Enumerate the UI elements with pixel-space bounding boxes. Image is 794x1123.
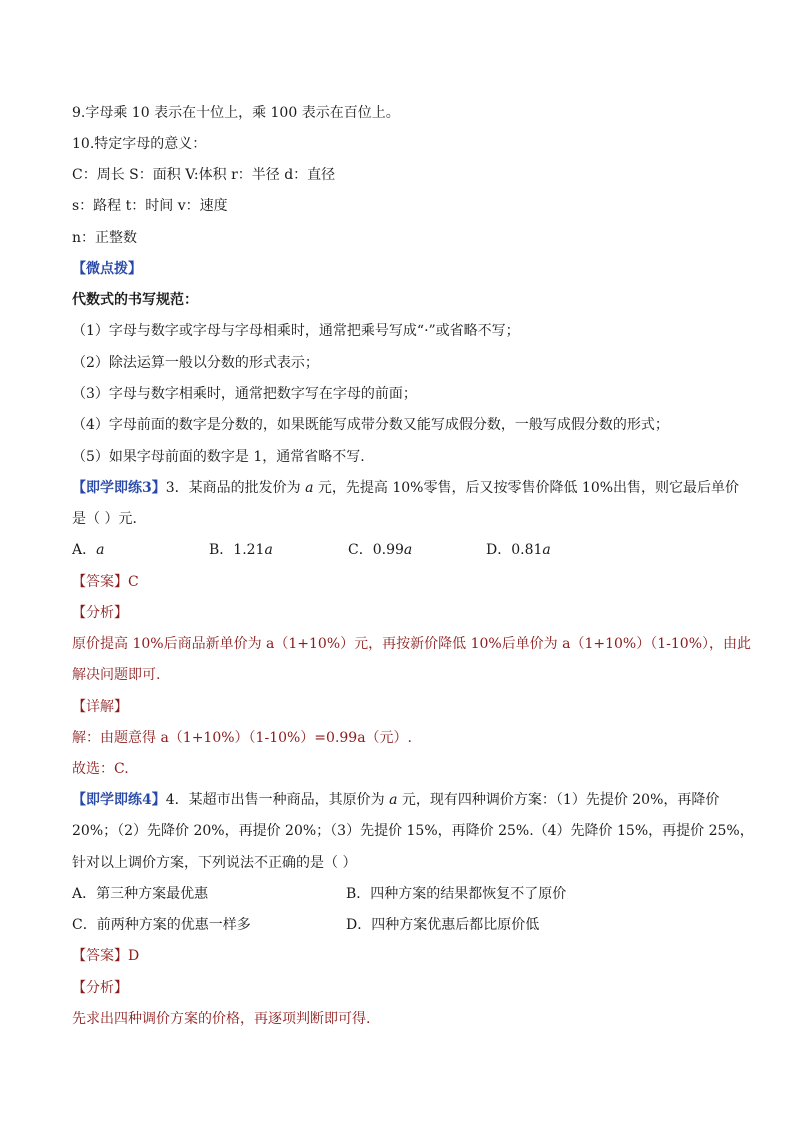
q3-detail-line-1: 解：由题意得 a（1+10%）（1-10%）=0.99a（元）. bbox=[72, 730, 413, 746]
note-10: 10.特定字母的意义： bbox=[72, 136, 207, 152]
q3-option-c-label: C．0.99 bbox=[348, 542, 404, 558]
tip-rule-5: （5）如果字母前面的数字是 1，通常省略不写. bbox=[72, 449, 365, 465]
q4-stem-line-3: 针对以上调价方案，下列说法不正确的是（ ） bbox=[72, 855, 357, 871]
q3-option-a-var: a bbox=[96, 542, 105, 558]
q3-stem-line-1 bbox=[72, 479, 739, 497]
q3-option-a-label: A． bbox=[72, 542, 97, 558]
q4-analysis-line-1: 先求出四种调价方案的价格，再逐项判断即可得. bbox=[72, 1011, 371, 1027]
q3-answer-value: C bbox=[128, 574, 139, 590]
q3-option-d-var: a bbox=[542, 542, 551, 558]
q4-answer bbox=[72, 947, 139, 965]
q4-option-b: B．四种方案的结果都恢复不了原价 bbox=[346, 886, 567, 902]
q3-option-c bbox=[348, 541, 412, 559]
letter-meaning-row-3: n：正整数 bbox=[72, 230, 138, 246]
q3-option-d-label: D．0.81 bbox=[486, 542, 543, 558]
q3-stem-a: 3．某商品的批发价为 bbox=[165, 480, 306, 496]
q4-tag: 【即学即练4】 bbox=[72, 792, 166, 808]
letter-meaning-row-2: s：路程 t：时间 v：速度 bbox=[72, 198, 228, 214]
q3-answer-label: 【答案】 bbox=[72, 574, 128, 590]
q3-option-b bbox=[209, 541, 273, 559]
q4-option-d: D．四种方案优惠后都比原价低 bbox=[346, 917, 540, 933]
q3-analysis-line-2: 解决问题即可. bbox=[72, 667, 161, 683]
q3-var: a bbox=[305, 480, 314, 496]
q4-stem-a: 4．某超市出售一种商品，其原价为 bbox=[165, 792, 390, 808]
q3-detail-label: 【详解】 bbox=[72, 699, 128, 715]
q4-answer-value: D bbox=[128, 948, 140, 964]
q3-analysis-line-1: 原价提高 10%后商品新单价为 a（1+10%）元，再按新价降低 10%后单价为 a（1+10%）（1-10%），由此 bbox=[72, 636, 751, 652]
tip-rule-2: （2）除法运算一般以分数的形式表示； bbox=[72, 355, 319, 371]
tip-rule-3: （3）字母与数字相乘时，通常把数字写在字母的前面； bbox=[72, 386, 417, 402]
q4-answer-label: 【答案】 bbox=[72, 948, 128, 964]
q3-option-c-var: a bbox=[403, 542, 413, 558]
q4-option-a: A．第三种方案最优惠 bbox=[72, 886, 209, 902]
tip-rule-1: （1）字母与数字或字母与字母相乘时，通常把乘号写成“·”或省略不写； bbox=[72, 323, 520, 339]
q3-answer bbox=[72, 573, 139, 591]
q4-option-c: C．前两种方案的优惠一样多 bbox=[72, 917, 251, 933]
q3-option-d bbox=[486, 541, 551, 559]
q3-option-b-var: a bbox=[264, 542, 273, 558]
q3-tag: 【即学即练3】 bbox=[72, 480, 166, 496]
q3-stem-line-2: 是（ ）元． bbox=[72, 511, 147, 527]
q4-stem-b: 元，现有四种调价方案：（1）先提价 20%，再降价 bbox=[397, 792, 720, 808]
q4-analysis-label: 【分析】 bbox=[72, 980, 128, 996]
tip-heading: 代数式的书写规范： bbox=[72, 292, 198, 308]
q3-detail-line-2: 故选：C. bbox=[72, 761, 129, 777]
q4-var: a bbox=[389, 792, 398, 808]
q3-stem-b: 元，先提高 10%零售，后又按零售价降低 10%出售，则它最后单价 bbox=[313, 480, 740, 496]
q4-stem-line-2: 20%；（2）先降价 20%，再提价 20%；（3）先提价 15%，再降价 25%.（4）先降价 15%，再提价 25%， bbox=[72, 823, 754, 839]
tip-label: 【微点拨】 bbox=[72, 261, 142, 277]
tip-rule-4: （4）字母前面的数字是分数的，如果既能写成带分数又能写成假分数，一般写成假分数的形式； bbox=[72, 417, 669, 433]
note-9: 9.字母乘 10 表示在十位上，乘 100 表示在百位上。 bbox=[72, 105, 400, 121]
letter-meaning-row-1: C：周长 S：面积 V:体积 r：半径 d：直径 bbox=[72, 167, 336, 183]
q3-analysis-label: 【分析】 bbox=[72, 605, 128, 621]
q3-option-b-label: B．1.21 bbox=[209, 542, 265, 558]
q4-stem-line-1 bbox=[72, 791, 719, 809]
q3-option-a bbox=[72, 541, 104, 559]
